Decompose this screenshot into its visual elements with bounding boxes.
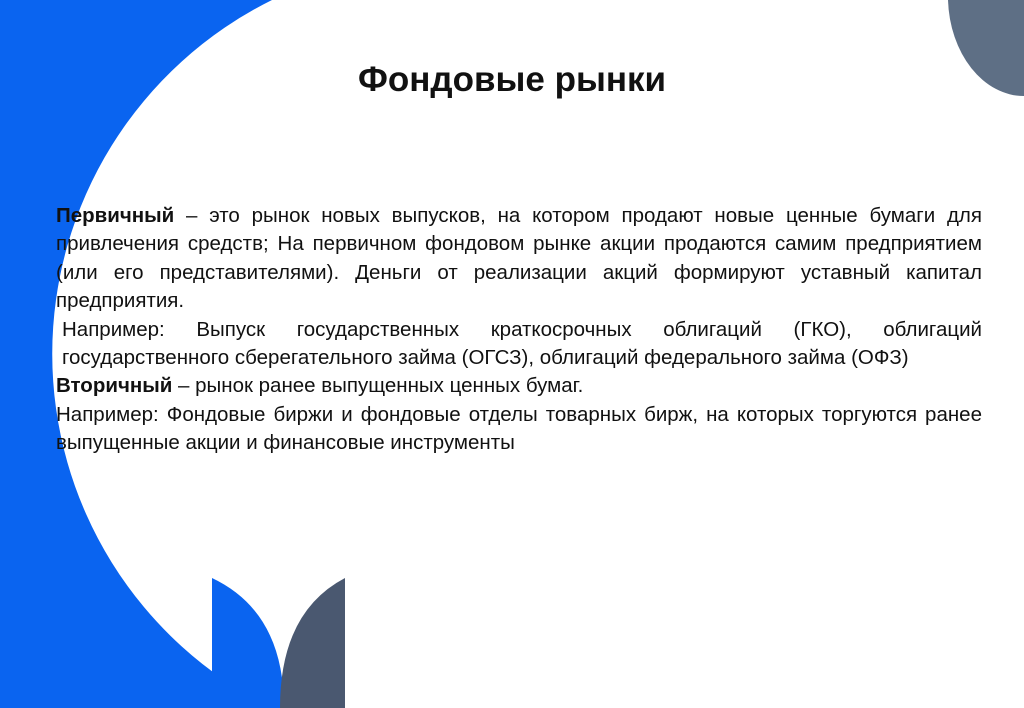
secondary-example: Например: Фондовые биржи и фондовые отделы товарных бирж, на которых торгуются ранее выпущенные акции и финансовые инструменты xyxy=(56,402,982,455)
paragraph-primary-market xyxy=(56,202,982,316)
paragraph-secondary-market xyxy=(56,372,982,400)
term-primary: Первичный xyxy=(56,204,175,227)
slate-leaf-shape xyxy=(280,578,345,708)
term-secondary: Вторичный xyxy=(56,374,173,398)
slide-title: Фондовые рынки xyxy=(357,60,667,99)
paragraph-primary-example xyxy=(56,316,982,373)
secondary-definition: – рынок ранее выпущенных ценных бумаг. xyxy=(172,374,584,398)
body-text xyxy=(56,202,982,458)
blue-leaf-shape xyxy=(212,578,284,708)
paragraph-secondary-example xyxy=(56,401,982,458)
primary-definition: – это рынок новых выпусков, на котором продают новые ценные бумаги для привлечения средств; На первичном фондовом рынке акции продаются самим предприятием (или его представителями). Деньги от реализации акций формируют уставный капитал предприятия. xyxy=(56,204,982,313)
primary-example: Например: Выпуск государственных краткосрочных облигаций (ГКО), облигаций государственного сберегательного займа (ОГСЗ), облигаций федерального займа (ОФЗ) xyxy=(62,317,982,370)
